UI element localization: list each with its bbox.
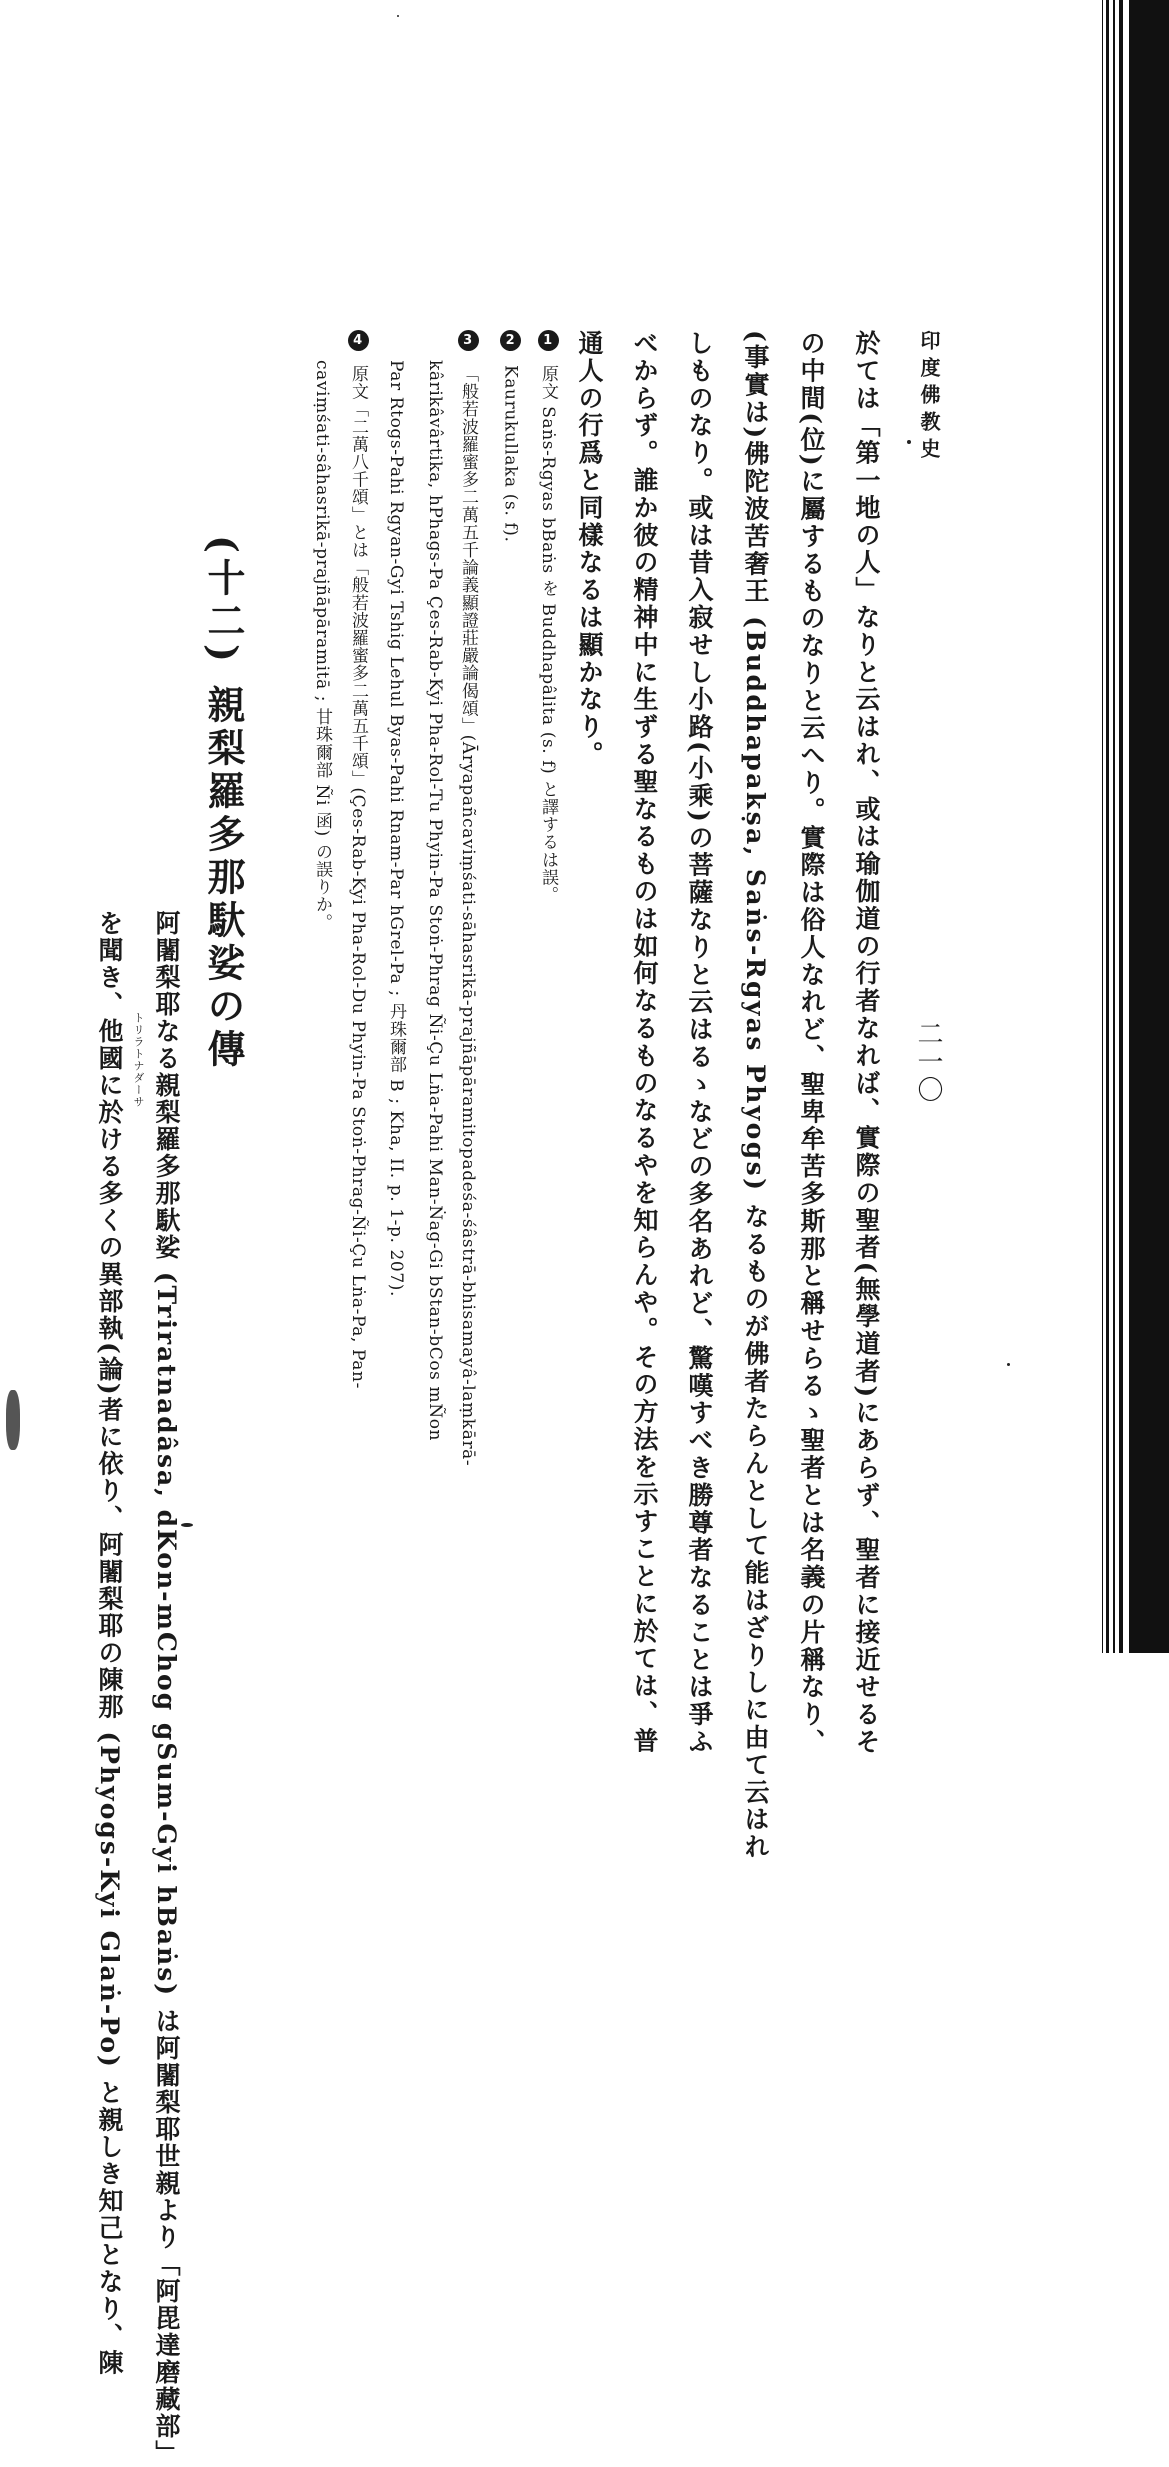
- footnote-marker: 1: [538, 330, 559, 351]
- running-header: 印度佛教史: [917, 330, 941, 465]
- footnote-continuation: Par Rtogs-Pahi Rgyan-Gyi Tshig Lehul Byas-Pahi Rnam-Par hGrel-Pa ; 丹珠爾部 B ; Kha, II. p. 1-p. 207).: [386, 360, 406, 1297]
- footnote: [536, 330, 561, 904]
- footnote-marker: 4: [348, 330, 369, 351]
- footnote-marker: 3: [458, 330, 479, 351]
- footnote: [346, 330, 371, 1389]
- scan-speck: [181, 1523, 193, 1527]
- footnote-continuation: kârikâvârtika, hPhags-Pa Çes-Rab-Kyi Pha-Rol-Tu Phyin-Pa Stoṅ-Phrag Ñi-Çu Lṅa-Pahi Man-Ṅag-Gi bStan-bCos mÑon: [425, 360, 445, 1442]
- body-line: 通人の行爲と同樣なるは顯かなり。: [575, 330, 604, 769]
- body-line: しものなり。或は昔入寂せし小路(小乘)の菩薩なりと云はるゝなどの多名あれど、驚嘆すべき勝尊者なることは爭ふ: [685, 330, 714, 1756]
- footnote-continuation: caviṃśati-sâhasrikā-prajñāpāramitā ; 甘珠爾部 Ñi 函) の誤りか。: [312, 360, 332, 931]
- footnote-text: 原文「二萬八千頌」とは「般若波羅蜜多二萬五千頌」(Çes-Rab-Kyi Pha-Rol-Du Phyin-Pa Stoṅ-Phrag-Ñi-Çu Lṅa-Pa, Pan-: [348, 365, 368, 1389]
- body-line: 阿闍梨耶なる親梨羅多那馱娑 (Triratnadâsa, dKon-mChog gSum-Gyi hBaṅs) は阿闍梨耶世親より「阿毘達磨藏部」: [152, 910, 181, 2467]
- body-line: の中間(位)に屬するものなりと云へり。實際は俗人なれど、聖卑牟苦多斯那と稱せらるゝ聖者とは名義の片稱なり、: [797, 330, 826, 1756]
- furigana: トリラトナダーサ: [132, 1012, 145, 1108]
- body-line: べからず。誰か彼の精神中に生ずる聖なるものは如何なるものなるやを知らんや。その方法を示すことに於ては、普: [630, 330, 659, 1755]
- footnote-text: Kaurukullaka (s. f).: [500, 365, 521, 543]
- scan-speck: [1007, 1363, 1010, 1366]
- page-number: 二一〇: [913, 1020, 943, 1104]
- footnote-text: 原文 Saṅs-Rgyas bBaṅs を Buddhapâlita (s. f) と譯するは誤。: [538, 365, 558, 904]
- scan-speck: [397, 15, 399, 17]
- footnote: [500, 330, 521, 542]
- footnote: [456, 330, 481, 1466]
- body-line: (事實は)佛陀波苦奢王 (Buddhapakṣa, Saṅs-Rgyas Phyogs) なるものが佛者たらんとして能はざりしに由て云はれ: [741, 330, 770, 1862]
- scan-shadow: [6, 1390, 20, 1450]
- body-line: 於ては「第一地の人」なりと云はれ、或は瑜伽道の行者なれば、實際の聖者(無學道者)にあらず、聖者に接近せるそ: [852, 330, 881, 1756]
- footnote-marker: 2: [500, 330, 521, 351]
- scan-speck: [907, 440, 911, 444]
- book-binding-edge: [1079, 0, 1169, 1653]
- footnote-text: 「般若波羅蜜多二萬五千論義顯證莊嚴論偈頌」(Āryapañcaviṃśati-sāhasrikā-prajñāpāramitopadeśa-śâstrā-bhisamayâ-laṃkārā-: [458, 365, 478, 1467]
- section-heading: (十二) 親梨羅多那馱娑の傳: [201, 535, 246, 1073]
- body-line: を聞き、他國に於ける多くの異部執(論)者に依り、阿闍梨耶の陳那 (Phyogs-Kyi Glaṅ-Po) と親しき知己となり、陳: [95, 910, 124, 2377]
